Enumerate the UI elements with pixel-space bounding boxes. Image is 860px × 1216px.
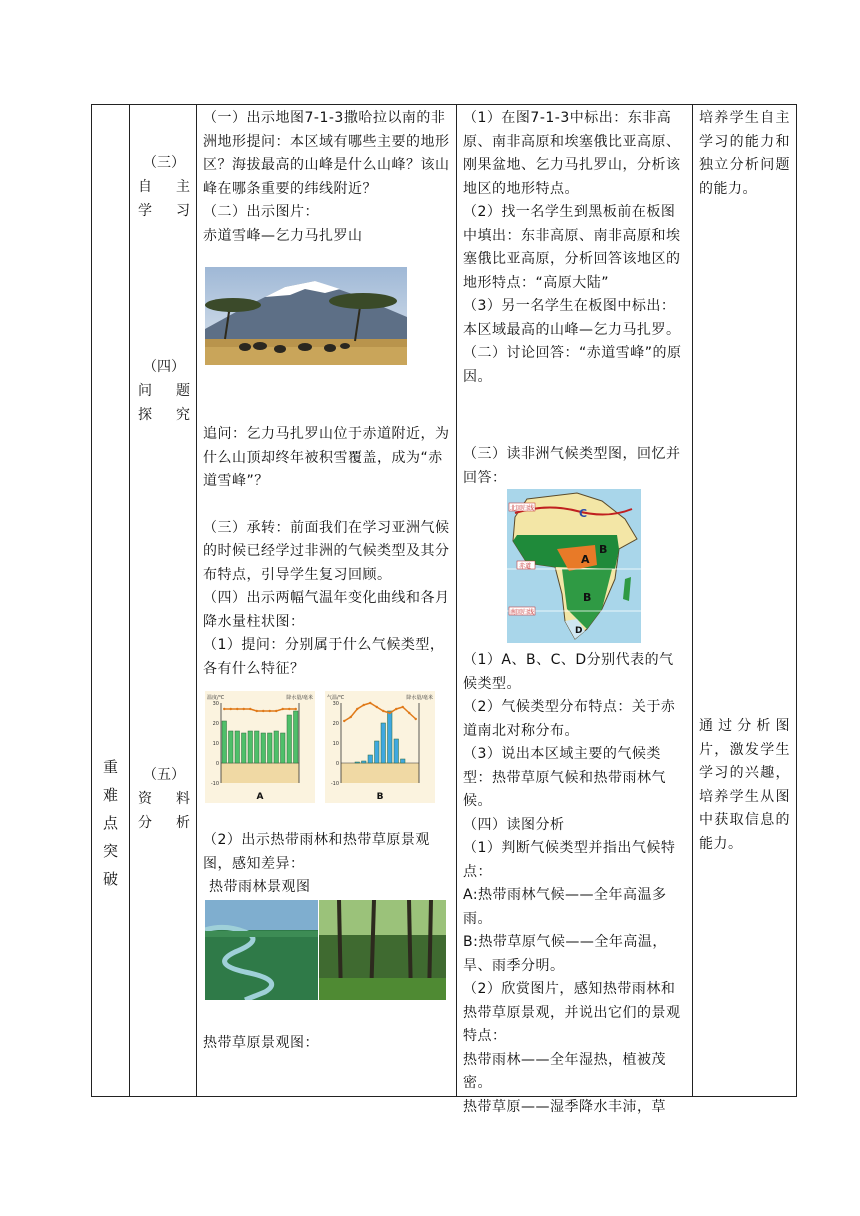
precip-bar <box>261 733 266 763</box>
temp-point <box>343 720 345 722</box>
precip-bar <box>388 711 393 763</box>
precip-bar <box>248 731 253 763</box>
teacher-activity-cell <box>197 105 457 1097</box>
student-q4: （二）讨论回答：“赤道雪峰”的原因。 <box>463 345 682 385</box>
lesson-table <box>91 104 797 1115</box>
teacher-p3: 赤道雪峰—乞力马扎罗山 <box>203 227 363 244</box>
y-tick-label: 20 <box>332 721 339 727</box>
temp-point <box>223 708 225 710</box>
temp-point <box>389 712 391 714</box>
teacher-p2: （二）出示图片： <box>203 204 319 220</box>
student-q14: 热带雨林——全年湿热，植被茂密。 <box>463 1051 666 1091</box>
student-q10: （1）判断气候类型并指出气候特点： <box>463 840 676 880</box>
temp-point <box>350 716 352 718</box>
precip-bar <box>235 731 240 763</box>
student-q13: （2）欣赏图片，感知热带雨林和热带草原景观，并说出它们的景观特点： <box>463 981 681 1044</box>
section-label-cell <box>130 105 197 1097</box>
map-label-b-south: B <box>583 591 592 604</box>
teacher-p8: （2）出示热带雨林和热带草原景观图，感知差异： <box>203 832 430 872</box>
student-q15: 热带草原——湿季降水丰沛，草 <box>463 1098 666 1115</box>
temp-point <box>415 718 417 720</box>
y-tick-label: 30 <box>332 701 339 707</box>
student-q12: B:热带草原气候——全年高温，旱、雨季分明。 <box>463 934 667 974</box>
student-q8: （3）说出本区域主要的气候类型：热带草原气候和热带雨林气候。 <box>463 746 666 809</box>
precip-bar <box>294 711 299 763</box>
precip-bar <box>229 731 234 763</box>
student-q6: （1）A、B、C、D分别代表的气候类型。 <box>463 652 674 692</box>
student-q2: （2）找一名学生到黑板前在板图中填出：东非高原、南非高原和埃塞俄比亚高原，分析回答该地区的地形特点：“高原大陆” <box>463 204 681 291</box>
student-q9: （四）读图分析 <box>463 816 565 833</box>
map-tropic-south-label: 南回归线 <box>510 609 535 616</box>
student-q5: （三）读非洲气候类型图，回忆并回答： <box>463 446 681 486</box>
student-q7: （2）气候类型分布特点：关于赤道南北对称分布。 <box>463 699 676 739</box>
temp-line <box>344 703 416 721</box>
y-tick-label: -10 <box>330 781 339 787</box>
student-q11: A:热带雨林气候——全年高温多雨。 <box>463 887 667 927</box>
temp-point <box>395 708 397 710</box>
precip-bar <box>394 739 399 763</box>
temp-point <box>363 704 365 706</box>
temp-point <box>282 708 284 710</box>
precip-bar <box>368 755 373 763</box>
precip-bar <box>255 731 260 763</box>
climate-chart-b <box>325 691 435 803</box>
chart-dry-band <box>221 763 299 783</box>
map-tropic-north-label: 北回归线 <box>510 505 535 512</box>
section-label-3: （三） 自 主 学 习 <box>138 155 190 219</box>
temp-point <box>295 708 297 710</box>
temp-point <box>408 712 410 714</box>
temp-point <box>269 710 271 712</box>
teacher-p4: 追问：乞力马扎罗山位于赤道附近，为什么山顶却终年被积雪覆盖，成为“赤道雪峰”？ <box>203 426 450 489</box>
precip-bar <box>381 723 386 763</box>
rainforest-interior-photo <box>319 900 446 1000</box>
y-tick-label: 10 <box>332 741 339 747</box>
temp-point <box>356 708 358 710</box>
student-activity-cell <box>457 105 693 1115</box>
chart-dry-band <box>341 763 419 783</box>
temp-point <box>236 708 238 710</box>
student-q1: （1）在图7-1-3中标出：东非高原、南非高原和埃塞俄比亚高原、刚果盆地、乞力马扎罗山，分析该地区的地形特点。 <box>463 110 681 197</box>
precip-bar <box>268 733 273 763</box>
section-label-4: （四） 问 题 探 究 <box>138 359 190 423</box>
kilimanjaro-photo <box>205 267 407 365</box>
map-label-c: C <box>579 507 588 520</box>
teacher-p5: （三）承转：前面我们在学习亚洲气候的时候已经学过非洲的气候类型及其分布特点，引导学生复习回顾。 <box>203 519 450 583</box>
teacher-p1: （一）出示地图7-1-3撒哈拉以南的非洲地形提问：本区域有哪些主要的地形区？海拔最高的山峰是什么山峰？该山峰在哪条重要的纬线附近？ <box>203 110 450 197</box>
temp-point <box>376 706 378 708</box>
precip-bar <box>362 761 367 763</box>
side-label: 重 难 点 突 破 <box>102 758 118 888</box>
side-label-cell <box>92 105 130 1097</box>
y-tick-label: -10 <box>210 781 219 787</box>
temp-point <box>369 702 371 704</box>
section-label-5: （五） 资 料 分 析 <box>138 767 190 831</box>
chart-title-a: A <box>256 792 264 802</box>
chart-title-b: B <box>376 792 384 802</box>
temp-point <box>243 708 245 710</box>
map-label-b-north: B <box>599 543 608 556</box>
africa-climate-map <box>507 489 641 643</box>
map-label-a: A <box>581 553 590 566</box>
precip-bar <box>222 721 227 763</box>
y-axis-label-left: 温度/℃ <box>207 695 225 701</box>
precip-bar <box>375 741 380 763</box>
precip-bar <box>287 715 292 763</box>
y-tick-label: 30 <box>212 701 219 707</box>
precip-bar <box>281 733 286 763</box>
temp-point <box>256 710 258 712</box>
climate-chart-a <box>205 691 315 803</box>
teacher-p10: 热带草原景观图： <box>203 1035 319 1051</box>
teacher-p7: （1）提问：分别属于什么气候类型，各有什么特征？ <box>203 637 445 677</box>
student-q3: （3）另一名学生在板图中标出：本区域最高的山峰—乞力马扎罗。 <box>463 298 681 338</box>
teacher-p9: 热带雨林景观图 <box>209 879 311 895</box>
temp-line <box>224 709 296 711</box>
temp-point <box>288 708 290 710</box>
temp-point <box>262 710 264 712</box>
y-tick-label: 0 <box>215 761 219 767</box>
precip-bar <box>401 759 406 763</box>
y-axis-label-left: 气温/℃ <box>327 695 345 701</box>
precip-bar <box>355 762 360 763</box>
y-tick-label: 0 <box>335 761 339 767</box>
rainforest-river-photo <box>205 900 318 1000</box>
precip-bar <box>242 733 247 763</box>
design-intent-cell <box>693 105 797 1097</box>
intent-2: 通过分析图片，激发学生学习的兴趣，培养学生从图中获取信息的能力。 <box>699 718 790 852</box>
temp-point <box>275 710 277 712</box>
temp-point <box>382 710 384 712</box>
y-axis-label-right: 降水量/毫米 <box>286 695 313 701</box>
map-equator-label: 赤道 <box>519 563 532 570</box>
y-tick-label: 10 <box>212 741 219 747</box>
temp-point <box>402 706 404 708</box>
y-axis-label-right: 降水量/毫米 <box>406 695 433 701</box>
map-label-d: D <box>575 626 583 636</box>
temp-point <box>249 708 251 710</box>
intent-1: 培养学生自主学习的能力和独立分析问题的能力。 <box>699 110 790 197</box>
precip-bar <box>274 731 279 763</box>
teacher-p6: （四）出示两幅气温年变化曲线和各月降水量柱状图： <box>203 590 450 630</box>
y-tick-label: 20 <box>212 721 219 727</box>
temp-point <box>230 708 232 710</box>
